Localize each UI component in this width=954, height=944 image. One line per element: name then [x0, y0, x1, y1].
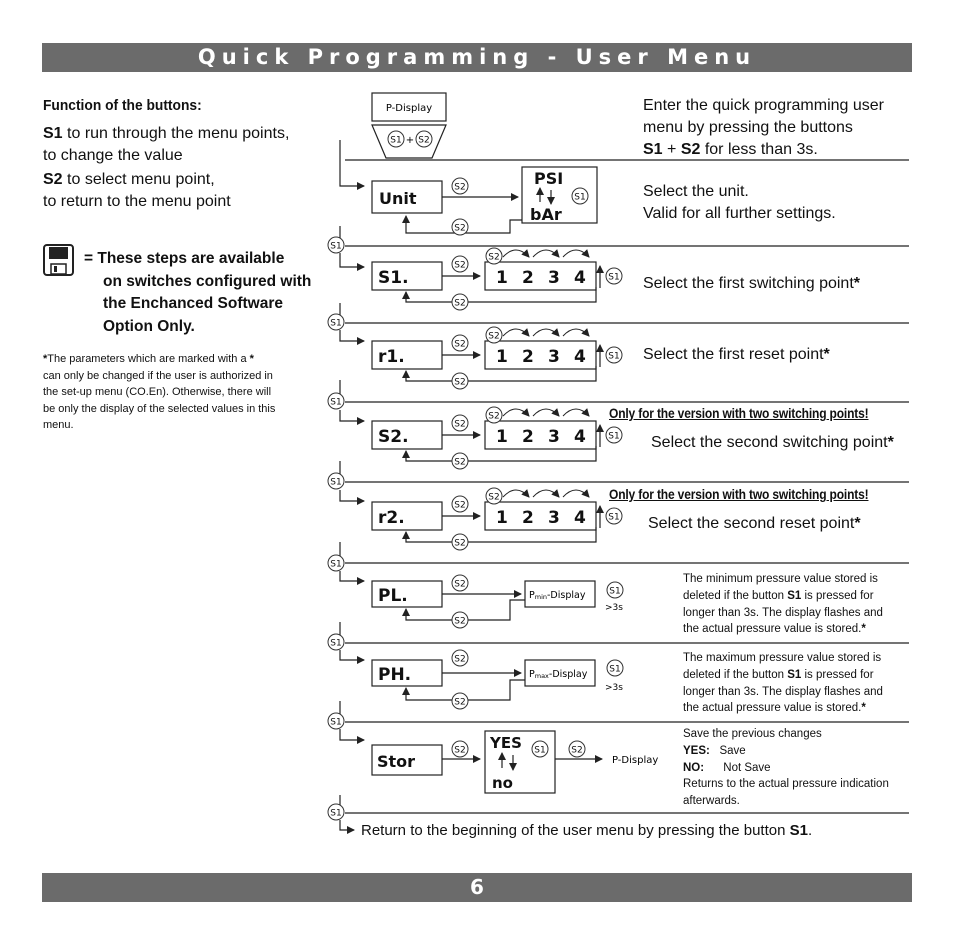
s2-button[interactable] [452, 219, 468, 235]
s1-button[interactable] [606, 427, 622, 443]
s1-button[interactable] [606, 268, 622, 284]
s1-step-display-label: S1. [378, 268, 409, 288]
s2-button[interactable] [486, 488, 502, 504]
r2-step-display-label: r2. [378, 508, 405, 528]
s1-button-label: S1 [330, 241, 342, 252]
s1-button[interactable] [328, 314, 344, 330]
s1-button-label: S1 [609, 664, 621, 675]
s1-button-label: S1 [330, 477, 342, 488]
s2-button[interactable] [452, 496, 468, 512]
s2-button-label: S2 [454, 616, 466, 627]
r1-step-description: Select the first reset point* [643, 346, 830, 363]
s2-button-label: S2 [454, 745, 466, 756]
button-function-title: Function of the buttons: [43, 97, 202, 114]
s2-button-label: S2 [454, 260, 466, 271]
return-description: Return to the beginning of the user menu by pressing the button S1. [361, 822, 813, 839]
pmin-hold-time: >3s [605, 603, 623, 613]
save-yes-label: YES [490, 734, 522, 752]
pmax-hold-time: >3s [605, 683, 623, 693]
s2-button[interactable] [452, 741, 468, 757]
s2-step-description: Select the second switching point* [651, 434, 894, 451]
s2-button[interactable] [452, 415, 468, 431]
min-pressure-description: The minimum pressure value stored is deleted if the button S1 is pressed for longer than 3s. The display flashes and the actual pressure value is stored.* [683, 573, 883, 636]
page-title: Quick Programming - User Menu [197, 45, 757, 69]
two-points-note: Only for the version with two switching points! [609, 486, 869, 502]
s2-button[interactable] [452, 693, 468, 709]
unit-psi-label: PSI [534, 169, 564, 188]
r2-step-description: Select the second reset point* [648, 515, 861, 532]
s2-button[interactable] [416, 131, 432, 147]
start-p-display-label: P-Display [385, 103, 433, 114]
s2-step-digit: 1 [496, 427, 508, 447]
s2-button[interactable] [452, 256, 468, 272]
r2-step-digit: 2 [522, 508, 534, 528]
s1-button[interactable] [328, 804, 344, 820]
r1-step-digit: 1 [496, 347, 508, 367]
s2-button[interactable] [452, 575, 468, 591]
s2-button[interactable] [452, 373, 468, 389]
s2-button-label: S2 [454, 500, 466, 511]
s2-step-digit: 2 [522, 427, 534, 447]
s1-step-digit: 3 [548, 268, 560, 288]
r2-step-digit: 1 [496, 508, 508, 528]
s1-button[interactable] [328, 555, 344, 571]
s2-button-label: S2 [488, 411, 500, 422]
stor-display-label: Stor [377, 752, 416, 771]
s1-step-digit: 2 [522, 268, 534, 288]
s2-button-label: S2 [418, 135, 430, 146]
s2-button-label: S2 [454, 298, 466, 309]
s1-button[interactable] [328, 713, 344, 729]
s1-button[interactable] [572, 188, 588, 204]
save-no-label: no [492, 774, 513, 792]
s2-button[interactable] [452, 612, 468, 628]
s1-button-label: S1 [330, 318, 342, 329]
max-pressure-description: The maximum pressure value stored is deleted if the button S1 is pressed for longer than 3s. The display flashes and the actual pressure value is stored.* [683, 652, 883, 715]
s2-step-digit: 4 [574, 427, 586, 447]
pl-display-label: PL. [378, 586, 408, 606]
s2-button[interactable] [486, 248, 502, 264]
s2-button[interactable] [452, 335, 468, 351]
s1-button[interactable] [606, 508, 622, 524]
parameters-footnote: *The parameters which are marked with a * can only be changed if the user is authorized in the set-up menu (CO.En). Otherwise, there will be only the display of the selected values in this menu. [43, 353, 276, 431]
s1-button[interactable] [328, 634, 344, 650]
s1-button[interactable] [606, 347, 622, 363]
pmax-display-label: Pmax-Display [529, 669, 588, 680]
s2-step-display-label: S2. [378, 427, 409, 447]
r2-step-digit: 3 [548, 508, 560, 528]
ph-display-label: PH. [378, 665, 412, 685]
s1-step-digit: 4 [574, 268, 586, 288]
s2-button[interactable] [452, 534, 468, 550]
s2-button[interactable] [452, 453, 468, 469]
s2-button-label: S2 [454, 457, 466, 468]
s2-button[interactable] [452, 178, 468, 194]
s1-button-label: S1 [608, 272, 620, 283]
r1-step-digit: 4 [574, 347, 586, 367]
s2-button-label: S2 [454, 538, 466, 549]
unit-display-label: Unit [379, 189, 417, 208]
s2-button-label: S2 [454, 579, 466, 590]
s1-button-label: S1 [390, 135, 402, 146]
s2-button[interactable] [486, 407, 502, 423]
plus-sign: + [405, 135, 415, 146]
s2-button-label: S2 [488, 252, 500, 263]
s2-description-2: to return to the menu point [43, 193, 231, 210]
r2-step-digit: 4 [574, 508, 586, 528]
s1-description: S1 to run through the menu points, [43, 125, 290, 142]
s1-button-label: S1 [330, 559, 342, 570]
page-footer [42, 873, 912, 902]
s1-button[interactable] [532, 741, 548, 757]
end-p-display-label: P-Display [612, 755, 659, 766]
s2-button-label: S2 [454, 223, 466, 234]
s1-button[interactable] [328, 393, 344, 409]
enhanced-software-note: = These steps are available on switches configured with the Enchanced Software Option Only. [84, 250, 312, 335]
s1-button-label: S1 [330, 717, 342, 728]
s1-button-label: S1 [534, 745, 546, 756]
s1-button-label: S1 [608, 431, 620, 442]
s2-button-label: S2 [488, 492, 500, 503]
s1-button[interactable] [607, 660, 623, 676]
s1-button[interactable] [607, 582, 623, 598]
s2-button-label: S2 [488, 331, 500, 342]
s1-button[interactable] [328, 473, 344, 489]
s1-button-label: S1 [330, 397, 342, 408]
unit-description: Select the unit. Valid for all further settings. [643, 183, 836, 222]
s2-button-label: S2 [454, 419, 466, 430]
s1-button-label: S1 [609, 586, 621, 597]
r1-step-digit: 2 [522, 347, 534, 367]
s1-button-label: S1 [330, 808, 342, 819]
s2-button-label: S2 [571, 745, 583, 756]
s1-button-label: S1 [574, 192, 586, 203]
s2-button-label: S2 [454, 339, 466, 350]
s2-button-label: S2 [454, 182, 466, 193]
s1-step-digit: 1 [496, 268, 508, 288]
s1-button-label: S1 [608, 512, 620, 523]
r1-step-display-label: r1. [378, 347, 405, 367]
s1-step-description: Select the first switching point* [643, 275, 860, 292]
s2-button[interactable] [569, 741, 585, 757]
two-points-note: Only for the version with two switching points! [609, 405, 869, 421]
store-description: Save the previous changes YES: Save NO: Not Save Returns to the actual pressure indication afterwards. [683, 728, 889, 808]
s1-button-label: S1 [330, 638, 342, 649]
s2-button-label: S2 [454, 377, 466, 388]
s1-button[interactable] [388, 131, 404, 147]
s1-button-label: S1 [608, 351, 620, 362]
s2-button-label: S2 [454, 654, 466, 665]
s2-description: S2 to select menu point, [43, 171, 215, 188]
enter-menu-description: Enter the quick programming user menu by pressing the buttons S1 + S2 for less than 3s. [643, 97, 884, 158]
s2-button-label: S2 [454, 697, 466, 708]
unit-bar-label: bAr [530, 205, 562, 224]
s2-button[interactable] [452, 650, 468, 666]
s2-step-digit: 3 [548, 427, 560, 447]
r1-step-digit: 3 [548, 347, 560, 367]
s1-description-2: to change the value [43, 147, 183, 164]
s1-button[interactable] [328, 237, 344, 253]
pmin-display-label: Pmin-Display [529, 590, 586, 601]
page-number: 6 [470, 875, 484, 899]
s2-button[interactable] [486, 327, 502, 343]
s2-button[interactable] [452, 294, 468, 310]
